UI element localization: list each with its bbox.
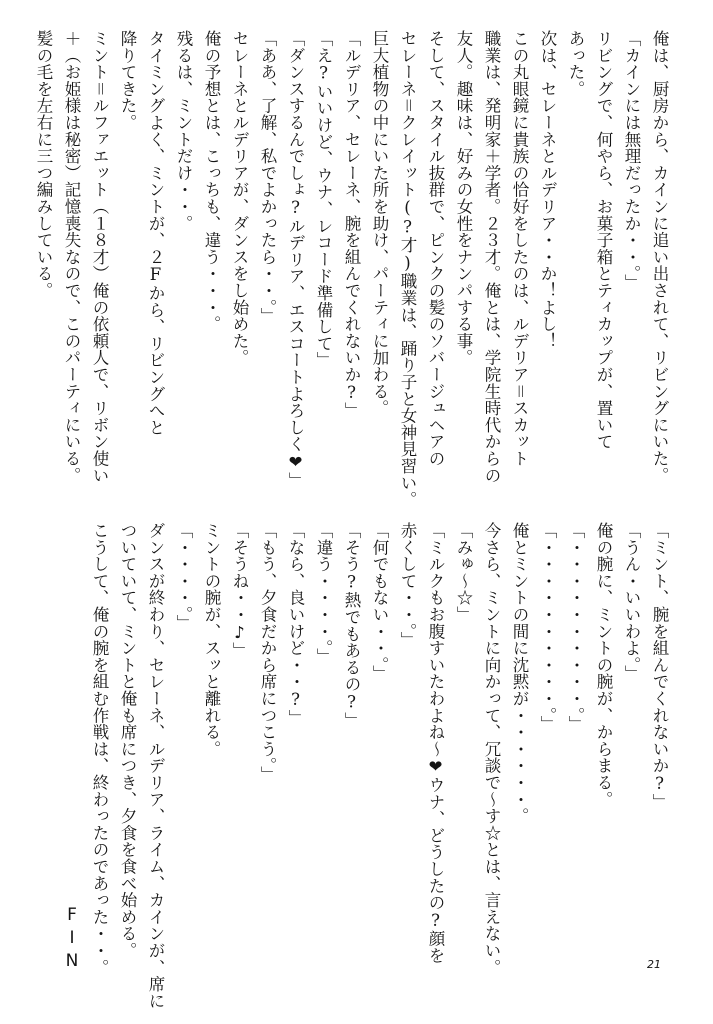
upper-text-block (29, 30, 673, 510)
text-line: 「そうね・・♪」 (230, 522, 249, 659)
fin-mark: FIN (62, 905, 82, 974)
text-line: この丸眼鏡に貴族の恰好をしたのは、ルデリア＝スカット (510, 30, 529, 467)
text-line: セレーネ＝クレイット(?才)職業は、踊り子と女神見習い。 (398, 30, 417, 508)
text-line: 「違う・・・・。」 (314, 522, 333, 665)
text-line: セレーネとルデリアが、ダンスをし始めた。 (230, 30, 249, 366)
text-line: 「ダンスするんでしょ?ルデリア、エスコートよろしく❤」 (286, 30, 305, 489)
text-line: 今さら、ミントに向かって、冗談で〜す☆とは、言えない。 (482, 522, 501, 976)
text-line: 友人。趣味は、好みの女性をナンパする事。 (454, 30, 473, 366)
text-line: 「なら、良いけど・・?」 (286, 522, 305, 727)
text-line: 降りてきた。 (118, 30, 137, 131)
text-line: 「ルデリア、セレーネ、腕を組んでくれないか?」 (342, 30, 361, 419)
text-line: 「そう?熱でもあるの?」 (342, 522, 361, 729)
text-line: 「うん・いいわよ。」 (622, 522, 641, 682)
text-line: 「ミント、腕を組んでくれないか?」 (650, 522, 669, 811)
text-line: 職業は、発明家＋学者。２３才。俺とは、学院生時代からの (482, 30, 501, 484)
text-line: 俺とミントの間に沈黙が・・・・・・。 (510, 522, 529, 825)
text-line: 「ああ、了解、私でよかったら・・。」 (258, 30, 277, 325)
text-line: 巨大植物の中にいた所を助け、パーティに加わる。 (370, 30, 389, 417)
text-line: 俺の腕に、ミントの腕が、からまる。 (594, 522, 613, 808)
text-line: 「え?いいけど、ウナ、レコード準備して」 (314, 30, 333, 369)
text-line: そして、スタイル抜群で、ピンクの髪のソバージュヘアの (426, 30, 445, 467)
text-line: タイミングよく、ミントが、２Fから、リビングへと (146, 30, 165, 436)
text-line: 俺は、厨房から、カインに追い出されて、リビングにいた。 (650, 30, 669, 484)
text-line: ＋（お姫様は秘密）記憶喪失なので、このパーティにいる。 (62, 30, 81, 484)
text-line: あった。 (566, 30, 585, 98)
text-line: 赤くして・・。」 (398, 522, 417, 649)
text-line: 「みゅ〜☆」 (454, 522, 473, 623)
text-line: ミントの腕が、スッと離れる。 (202, 522, 221, 758)
text-line: ミント＝ルファエット（１８才）俺の依頼人で、リボン使い (90, 30, 109, 484)
text-line: 次は、セレーネとルデリア・・か！よし！ (538, 30, 557, 350)
text-line: こうして、俺の腕を組む作戦は、終わったのであった・・。 (90, 522, 109, 976)
text-line: ついていて、ミントと俺も席につき、夕食を食べ始める。 (118, 522, 137, 959)
text-line: 「ミルクもお腹すいたわよね〜❤ウナ、どうしたの?顔を (426, 522, 445, 964)
text-line: リビングで、何やら、お菓子箱とティカップが、置いて (594, 30, 613, 450)
text-line: 「・・・・。」 (174, 522, 193, 632)
text-line: 髪の毛を左右に三つ編みしている。 (34, 30, 53, 299)
text-line: ダンスが終わり、セレーネ、ルデリア、ライム、カインが、席に (146, 522, 165, 1010)
text-line: 「・・・・・・・・・・。」 (566, 522, 585, 733)
text-line: 「何でもない・・。」 (370, 522, 389, 682)
text-line: 「・・・・・・・・・・。」 (538, 522, 557, 733)
text-line: 「もう、夕食だから席につこう。」 (258, 522, 277, 783)
text-line: 残るは、ミントだけ・・。 (174, 30, 193, 232)
lower-text-block (85, 522, 673, 1010)
text-line: 俺の予想とは、こっちも、違う・・・。 (202, 30, 221, 333)
text-line: 「カインには無理だったか・・。」 (622, 30, 641, 291)
page-number: 21 (647, 958, 661, 971)
